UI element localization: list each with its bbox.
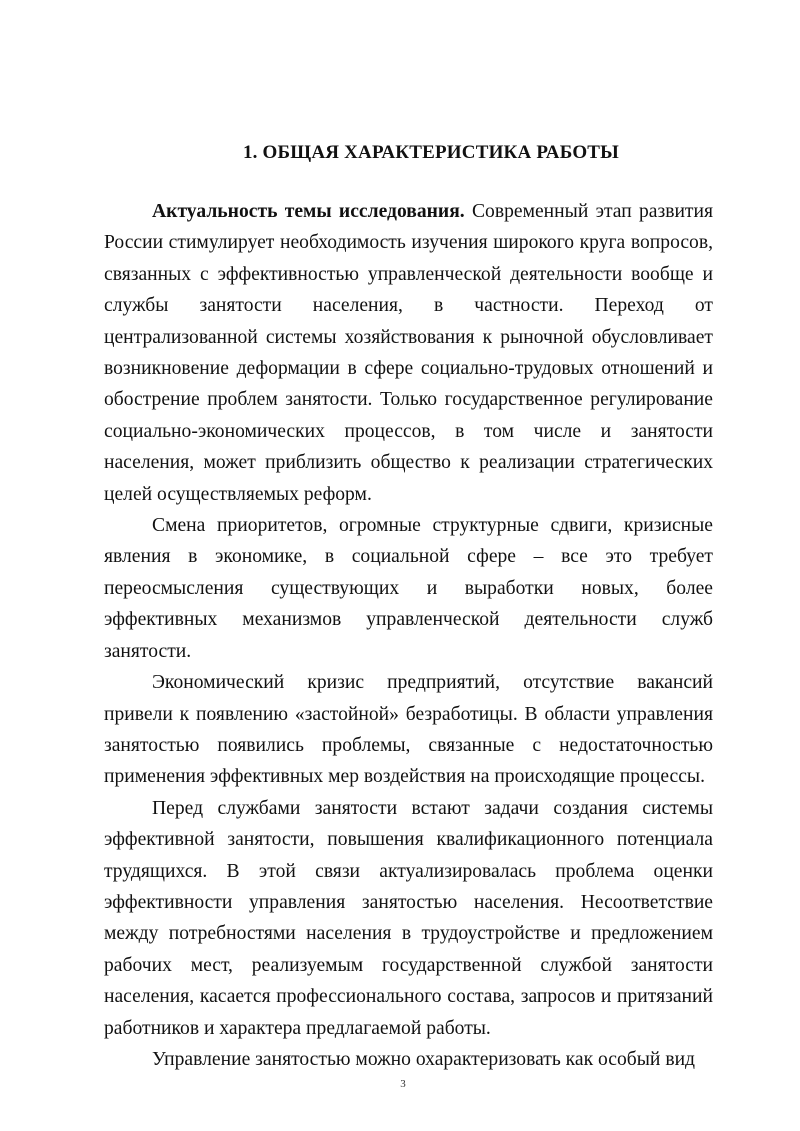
paragraph-lead: Актуальность темы исследования. <box>152 201 465 222</box>
paragraph-text: Современный этап развития России стимулирует необходимость изучения широкого круга вопросов, связанных с эффективностью управленческой деятельности вообще и службы занятости населения, в частности. Переход от централизованной системы хозяйствования к рыночной обусловливает возникновение деформации в сфере социально-трудовых отношений и обострение проблем занятости. Только государственное регулирование социально-экономических процессов, в том числе и занятости населения, может приблизить общество к реализации стратегических целей осуществляемых реформ. <box>104 201 713 505</box>
paragraph-relevance <box>104 196 713 510</box>
paragraph: Управление занятостью можно охарактеризовать как особый вид <box>152 1048 696 1070</box>
body-text <box>104 196 713 1075</box>
paragraph: Экономический кризис предприятий, отсутствие вакансий привели к появлению «застойной» безработицы. В области управления занятостью появились проблемы, связанные с недостаточностью применения эффективных мер воздействия на происходящие процессы. <box>104 672 713 788</box>
paragraph: Перед службами занятости встают задачи создания системы эффективной занятости, повышения квалификационного потенциала трудящихся. В этой связи актуализировалась проблема оценки эффективности управления занятостью населения. Несоответствие между потребностями населения в трудоустройстве и предложением рабочих мест, реализуемым государственной службой занятости населения, касается профессионального состава, запросов и притязаний работников и характера предлагаемой работы. <box>104 797 713 1039</box>
section-heading: 1. ОБЩАЯ ХАРАКТЕРИСТИКА РАБОТЫ <box>242 142 620 163</box>
paragraph: Смена приоритетов, огромные структурные сдвиги, кризисные явления в экономике, в социальной сфере – все это требует переосмысления существующих и выработки новых, более эффективных механизмов управленческой деятельности служб занятости. <box>104 515 713 662</box>
page-number: 3 <box>400 1078 406 1090</box>
